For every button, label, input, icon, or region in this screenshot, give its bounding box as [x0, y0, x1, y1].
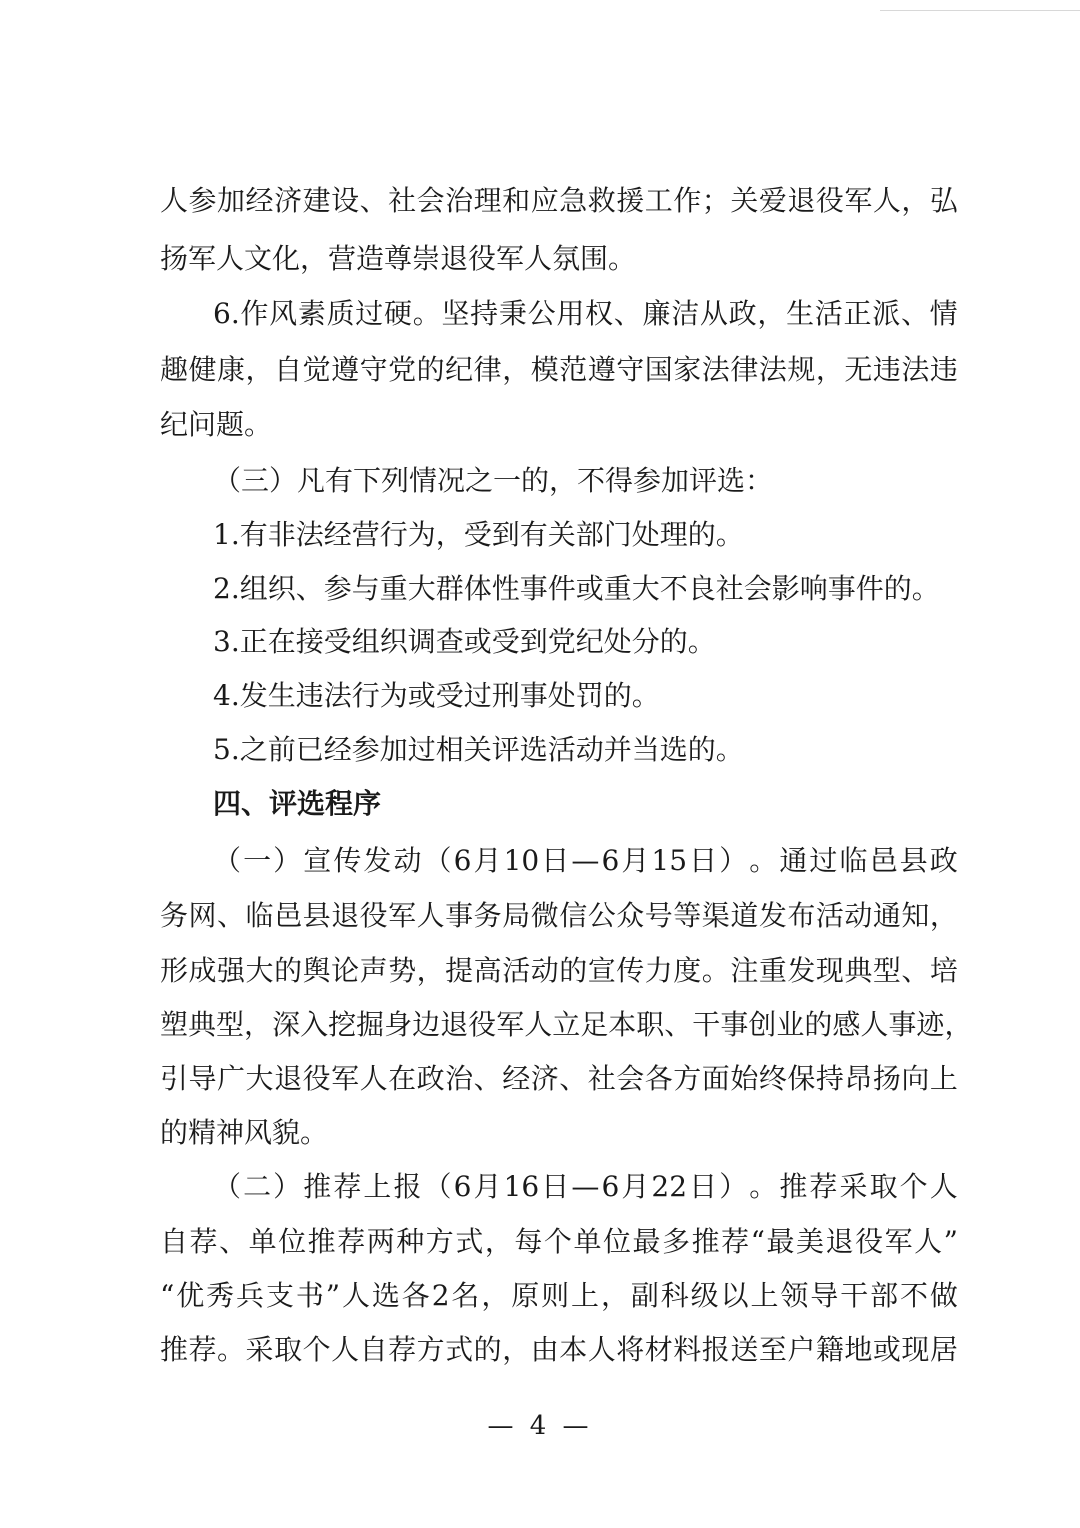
- body-line: 6. 作 风 素 质 过 硬 。 坚 持 秉 公 用 权 、 廉 洁 从 政 ， 生 活 正 派 、 情: [213, 297, 958, 330]
- body-line: （ 二 ） 推 荐 上 报 （ 6 月 16 日 — 6 月 22 日 ） 。 推 荐 采 取 个 人: [213, 1170, 958, 1203]
- body-line: 务 网 、 临 邑 县 退 役 军 人 事 务 局 微 信 公 众 号 等 渠 道 发 布 活 动 通 知 ，: [160, 899, 958, 932]
- body-line: 趣 健 康 ， 自 觉 遵 守 党 的 纪 律 ， 模 范 遵 守 国 家 法 律 法 规 ， 无 违 法 违: [160, 353, 958, 386]
- list-item: 1.有非法经营行为，受到有关部门处理的。: [213, 518, 744, 551]
- body-line: “ 优 秀 兵 支 书 ” 人 选 各 2 名 ， 原 则 上 ， 副 科 级 以 上 领 导 干 部 不 做: [160, 1279, 958, 1312]
- body-line: 扬军人文化，营造尊崇退役军人氛围。: [160, 242, 637, 275]
- body-line: 引 导 广 大 退 役 军 人 在 政 治 、 经 济 、 社 会 各 方 面 始 终 保 持 昂 扬 向 上: [160, 1062, 958, 1095]
- body-line: 推 荐 。 采 取 个 人 自 荐 方 式 的 ， 由 本 人 将 材 料 报 送 至 户 籍 地 或 现 居: [160, 1333, 958, 1366]
- body-line: 人 参 加 经 济 建 设 、 社 会 治 理 和 应 急 救 援 工 作 ； 关 爱 退 役 军 人 ， 弘: [160, 184, 958, 217]
- section-heading: 四、评选程序: [213, 787, 382, 820]
- page-number: — 4 —: [487, 1411, 593, 1441]
- body-line: 自 荐 、 单 位 推 荐 两 种 方 式 ， 每 个 单 位 最 多 推 荐 “ 最 美 退 役 军 人 ”: [160, 1225, 958, 1258]
- body-line: （ 一 ） 宣 传 发 动 （ 6 月 10 日 — 6 月 15 日 ） 。 通 过 临 邑 县 政: [213, 844, 958, 877]
- list-item: 4.发生违法行为或受过刑事处罚的。: [213, 679, 660, 712]
- body-line: 塑 典 型 ， 深 入 挖 掘 身 边 退 役 军 人 立 足 本 职 、 干 事 创 业 的 感 人 事 迹 ，: [160, 1008, 973, 1041]
- list-item: 2.组织、参与重大群体性事件或重大不良社会影响事件的。: [213, 572, 940, 605]
- body-line: 的精神风貌。: [160, 1116, 329, 1149]
- list-item: 5.之前已经参加过相关评选活动并当选的。: [213, 733, 744, 766]
- body-line: 形 成 强 大 的 舆 论 声 势 ， 提 高 活 动 的 宣 传 力 度 。 注 重 发 现 典 型 、 培: [160, 954, 958, 987]
- list-item: 3.正在接受组织调查或受到党纪处分的。: [213, 625, 716, 658]
- subsection-heading: （三）凡有下列情况之一的，不得参加评选：: [213, 464, 774, 497]
- body-line: 纪问题。: [160, 408, 273, 441]
